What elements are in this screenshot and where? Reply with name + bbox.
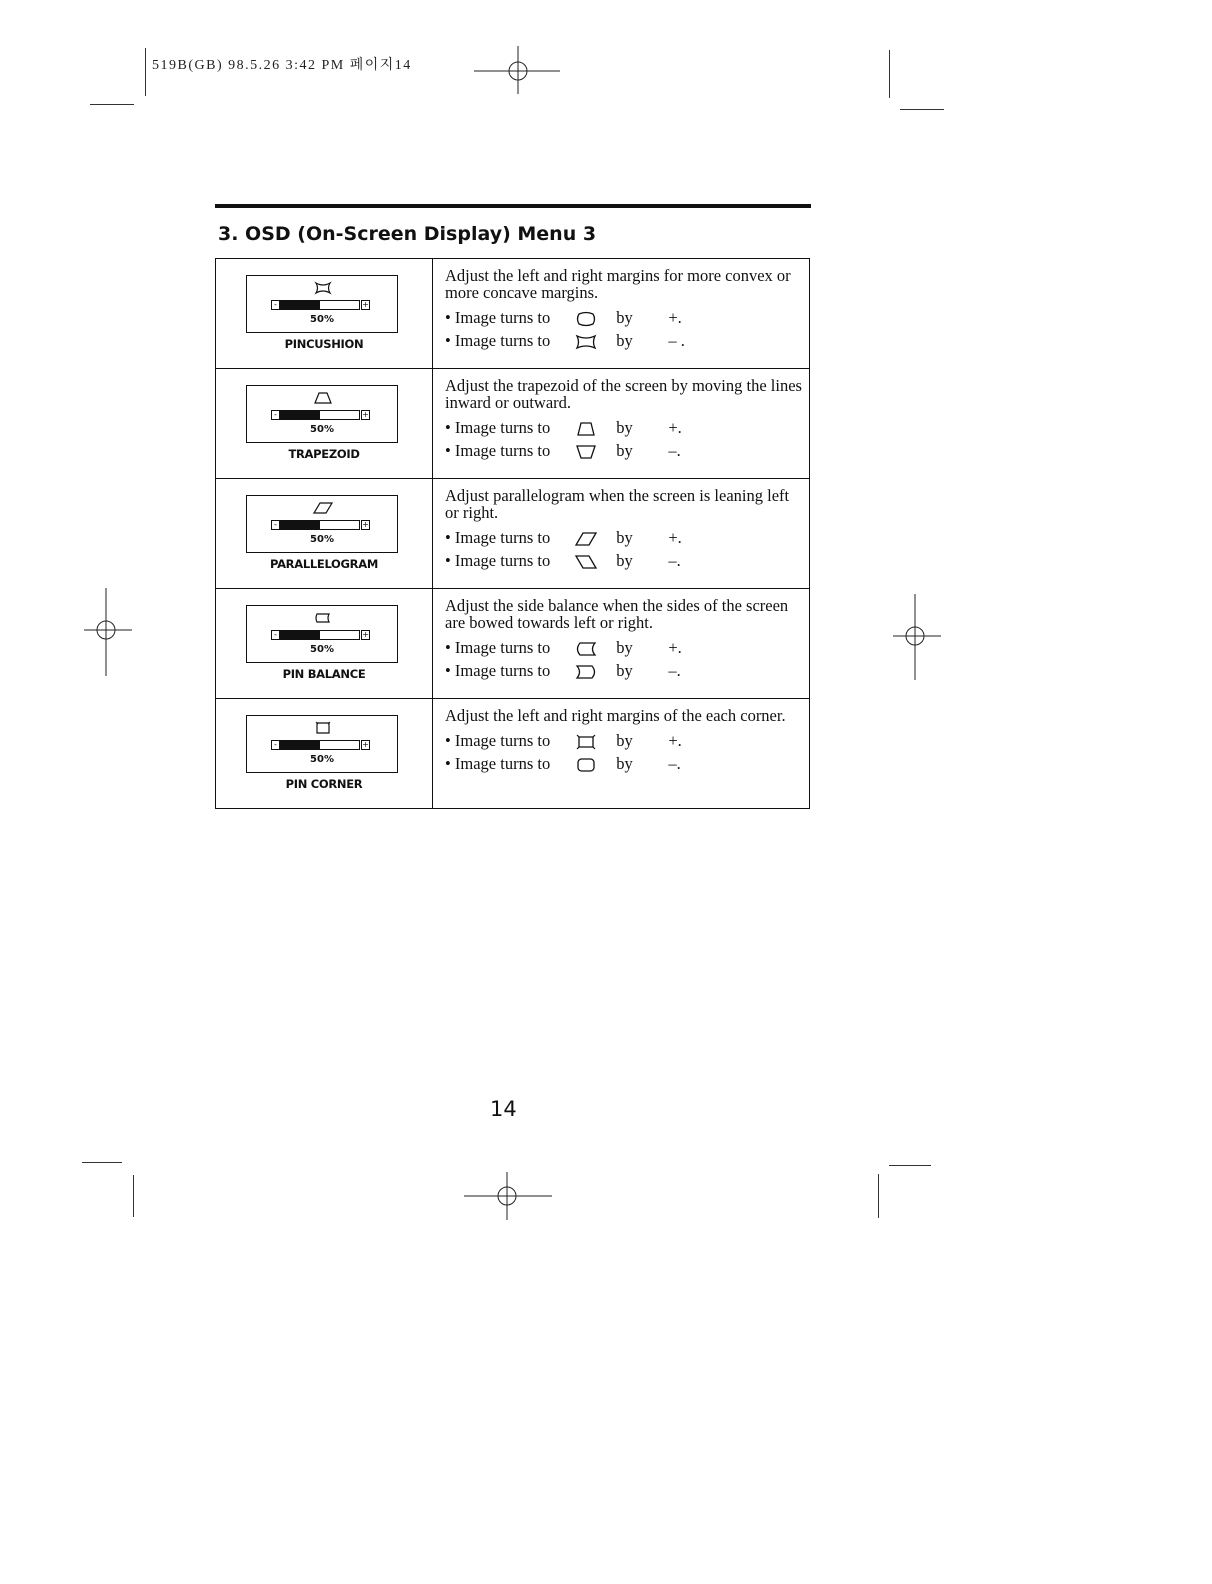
corners-in-icon (574, 757, 598, 773)
description: Adjust the side balance when the sides of the screen are bowed towards left or right. (445, 596, 789, 632)
crop-mark (145, 48, 146, 96)
pincushion-icon (313, 281, 333, 295)
crop-mark (889, 50, 890, 98)
osd-minus-icon: - (271, 410, 280, 420)
bullet-by: by (616, 331, 633, 350)
bullet-text: • Image turns to (445, 441, 551, 460)
convex-screen-icon (574, 311, 598, 327)
osd-description-cell (433, 479, 810, 589)
bullet-text: • Image turns to (445, 661, 551, 680)
description: Adjust the left and right margins of the each corner. (445, 706, 786, 725)
osd-level-bar (280, 410, 360, 420)
osd-control-name: PIN CORNER (285, 777, 363, 791)
crop-mark (90, 104, 134, 105)
bullet-by: by (616, 418, 633, 437)
pin-balance-icon (313, 611, 333, 625)
print-slug: 519B(GB) 98.5.26 3:42 PM 페이지14 (152, 58, 412, 73)
osd-level-bar (280, 740, 360, 750)
bullet-line (445, 636, 803, 659)
bullet-text: • Image turns to (445, 754, 551, 773)
osd-control-name: PARALLELOGRAM (270, 557, 378, 571)
bullet-sign: –. (668, 551, 681, 570)
osd-minus-icon: - (271, 740, 280, 750)
osd-description-cell (433, 699, 810, 809)
osd-row (216, 259, 810, 369)
bullet-line (445, 329, 803, 352)
trapezoid-narrow-top-icon (574, 421, 598, 437)
registration-mark (84, 588, 134, 678)
bullet-text: • Image turns to (445, 418, 551, 437)
registration-mark (474, 46, 564, 96)
osd-level-fill (281, 631, 320, 639)
description: Adjust the trapezoid of the screen by moving the lines inward or outward. (445, 376, 802, 412)
crop-mark (82, 1162, 122, 1163)
parallelogram-icon (313, 501, 333, 515)
osd-level-bar (280, 520, 360, 530)
osd-minus-icon: - (271, 300, 280, 310)
osd-preview-cell (216, 589, 433, 699)
concave-screen-icon (574, 334, 598, 350)
bullet-text: • Image turns to (445, 308, 551, 327)
pin-corner-icon (313, 721, 333, 735)
osd-plus-icon: + (362, 740, 369, 749)
bullet-sign: +. (668, 528, 682, 547)
bullet-by: by (616, 731, 633, 750)
osd-level-bar (280, 630, 360, 640)
osd-row (216, 589, 810, 699)
osd-percent: 50% (310, 754, 334, 765)
description: Adjust parallelogram when the screen is leaning left or right. (445, 486, 790, 522)
osd-control-name: PINCUSHION (284, 337, 364, 351)
osd-plus-icon: + (362, 630, 369, 639)
bullet-sign: –. (668, 754, 681, 773)
crop-mark (900, 109, 944, 110)
osd-level-fill (281, 411, 320, 419)
bullet-sign: +. (668, 308, 682, 327)
bowed-left-icon (574, 641, 598, 657)
osd-preview (246, 605, 398, 663)
corners-out-icon (574, 734, 598, 750)
osd-level-bar (280, 300, 360, 310)
osd-row (216, 699, 810, 809)
trapezoid-icon (313, 391, 333, 405)
osd-description-cell (433, 369, 810, 479)
bullet-sign: – . (668, 331, 685, 350)
bullet-by: by (616, 308, 633, 327)
bullet-line (445, 416, 803, 439)
bullet-sign: –. (668, 441, 681, 460)
bullet-text: • Image turns to (445, 731, 551, 750)
osd-preview-cell (216, 259, 433, 369)
parallelogram-right-icon (574, 531, 598, 547)
bullet-line (445, 659, 803, 682)
registration-mark (464, 1172, 554, 1222)
section-title: 3. OSD (On-Screen Display) Menu 3 (218, 223, 597, 245)
description: Adjust the left and right margins for more convex or more concave margins. (445, 266, 791, 302)
bullet-line (445, 526, 803, 549)
bullet-text: • Image turns to (445, 638, 551, 657)
parallelogram-left-icon (574, 554, 598, 570)
bullet-by: by (616, 754, 633, 773)
section-rule (215, 204, 811, 208)
crop-mark (133, 1175, 134, 1217)
osd-preview (246, 495, 398, 553)
osd-description-cell (433, 259, 810, 369)
bullet-line (445, 439, 803, 462)
osd-level-fill (281, 521, 320, 529)
osd-menu-table (215, 258, 810, 809)
trapezoid-narrow-bottom-icon (574, 444, 598, 460)
osd-percent: 50% (310, 534, 334, 545)
osd-preview-cell (216, 369, 433, 479)
crop-mark (889, 1165, 931, 1166)
osd-row (216, 479, 810, 589)
osd-minus-icon: - (271, 630, 280, 640)
osd-percent: 50% (310, 644, 334, 655)
osd-plus-icon: + (362, 410, 369, 419)
page-number: 14 (490, 1097, 517, 1121)
bullet-by: by (616, 551, 633, 570)
osd-level-fill (281, 741, 320, 749)
bullet-sign: +. (668, 418, 682, 437)
osd-level-fill (281, 301, 320, 309)
osd-plus-icon: + (362, 300, 369, 309)
bullet-line (445, 729, 803, 752)
osd-percent: 50% (310, 314, 334, 325)
crop-mark (878, 1174, 879, 1218)
bullet-text: • Image turns to (445, 331, 551, 350)
bullet-line (445, 306, 803, 329)
osd-percent: 50% (310, 424, 334, 435)
bullet-by: by (616, 638, 633, 657)
osd-description-cell (433, 589, 810, 699)
osd-preview (246, 275, 398, 333)
osd-control-name: TRAPEZOID (288, 447, 360, 461)
bullet-by: by (616, 661, 633, 680)
osd-control-name: PIN BALANCE (282, 667, 366, 681)
osd-preview (246, 385, 398, 443)
osd-minus-icon: - (271, 520, 280, 530)
bowed-right-icon (574, 664, 598, 680)
bullet-sign: –. (668, 661, 681, 680)
osd-preview (246, 715, 398, 773)
bullet-sign: +. (668, 638, 682, 657)
bullet-sign: +. (668, 731, 682, 750)
osd-preview-cell (216, 479, 433, 589)
osd-preview-cell (216, 699, 433, 809)
registration-mark (893, 594, 943, 684)
bullet-line (445, 752, 803, 775)
bullet-text: • Image turns to (445, 551, 551, 570)
bullet-text: • Image turns to (445, 528, 551, 547)
bullet-by: by (616, 441, 633, 460)
osd-plus-icon: + (362, 520, 369, 529)
bullet-line (445, 549, 803, 572)
bullet-by: by (616, 528, 633, 547)
osd-row (216, 369, 810, 479)
